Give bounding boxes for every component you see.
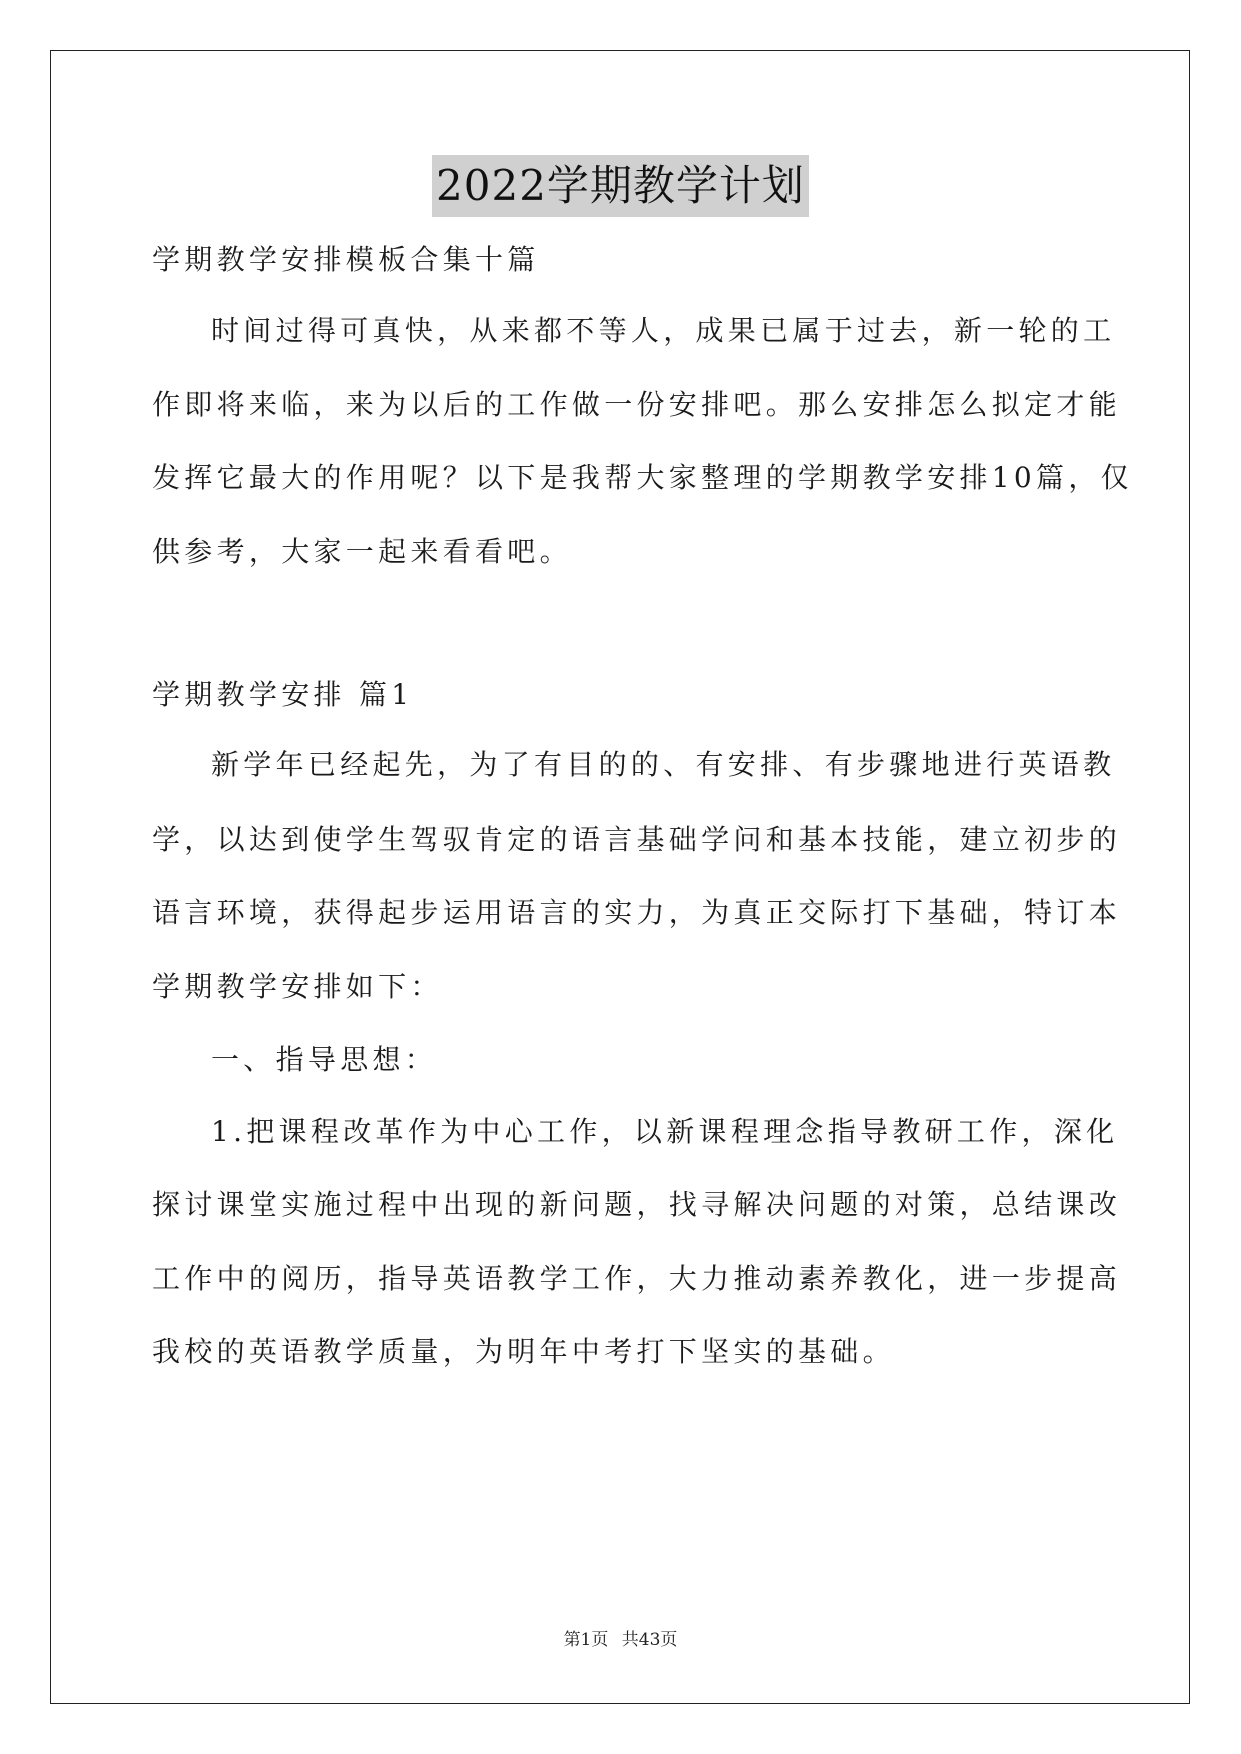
para1-line-2: 学，以达到使学生驾驭肯定的语言基础学问和基本技能，建立初步的 <box>152 823 1122 856</box>
page-footer <box>0 1625 1241 1650</box>
para1-line-1: 新学年已经起先，为了有目的的、有安排、有步骤地进行英语教 <box>211 748 1116 781</box>
document-subtitle: 学期教学安排模板合集十篇 <box>152 243 540 276</box>
para2-line-1: 1.把课程改革作为中心工作，以新课程理念指导教研工作，深化 <box>211 1115 1119 1148</box>
intro-line-1: 时间过得可真快，从来都不等人，成果已属于过去，新一轮的工 <box>211 314 1116 347</box>
document-title: 2022学期教学计划 <box>432 155 809 217</box>
para2-line-4: 我校的英语教学质量，为明年中考打下坚实的基础。 <box>152 1335 895 1368</box>
page-number: 第1页 <box>563 1630 609 1650</box>
section-heading: 学期教学安排 篇1 <box>152 678 414 711</box>
para1-line-3: 语言环境，获得起步运用语言的实力，为真正交际打下基础，特订本 <box>152 896 1122 929</box>
intro-line-2: 作即将来临，来为以后的工作做一份安排吧。那么安排怎么拟定才能 <box>152 388 1122 421</box>
page-border <box>50 50 1190 1704</box>
para2-line-2: 探讨课堂实施过程中出现的新问题，找寻解决问题的对策，总结课改 <box>152 1188 1122 1221</box>
para2-line-3: 工作中的阅历，指导英语教学工作，大力推动素养教化，进一步提高 <box>152 1262 1122 1295</box>
para1-line-4: 学期教学安排如下： <box>152 970 443 1003</box>
title-container <box>0 155 1241 217</box>
intro-line-3: 发挥它最大的作用呢？以下是我帮大家整理的学期教学安排10篇，仅 <box>152 461 1133 494</box>
sub-heading: 一、指导思想： <box>211 1043 438 1076</box>
page-total: 共43页 <box>621 1630 678 1650</box>
intro-line-4: 供参考，大家一起来看看吧。 <box>152 535 572 568</box>
